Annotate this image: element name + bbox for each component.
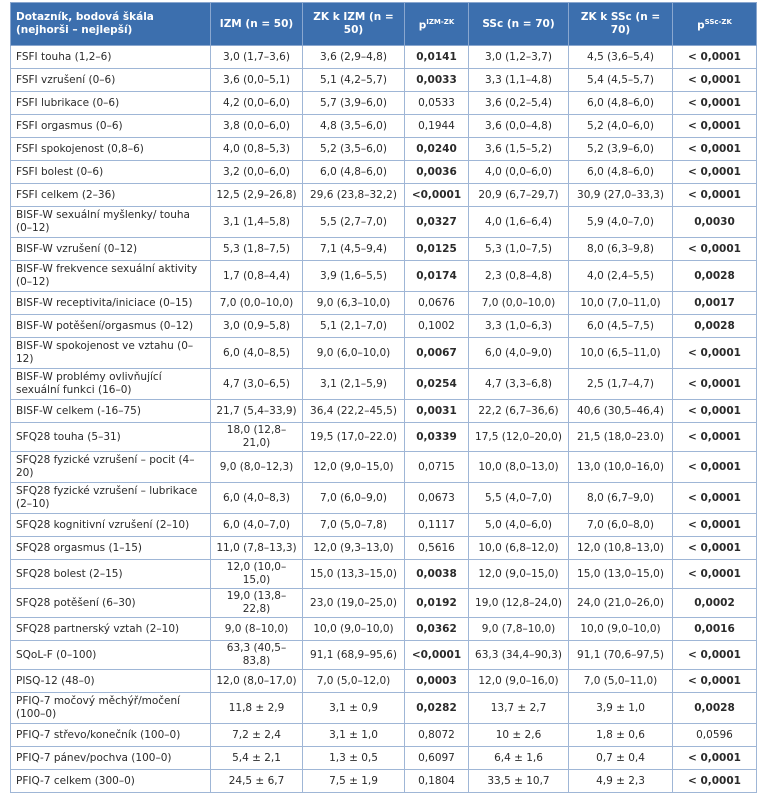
cell-p-ssc: 0,0017: [673, 292, 757, 315]
cell-p-izm: 0,0339: [405, 423, 469, 452]
cell-zk-ssc: 4,9 ± 2,3: [569, 770, 673, 793]
cell-ssc: 7,0 (0,0–10,0): [469, 292, 569, 315]
cell-label: BISF-W spokojenost ve vztahu (0–12): [11, 338, 211, 369]
cell-p-ssc: < 0,0001: [673, 641, 757, 670]
table-row: [11, 483, 757, 514]
table-row: [11, 537, 757, 560]
cell-p-ssc: < 0,0001: [673, 338, 757, 369]
cell-p-ssc: < 0,0001: [673, 238, 757, 261]
cell-p-izm: 0,0031: [405, 400, 469, 423]
cell-zk-izm: 3,1 (2,1–5,9): [303, 369, 405, 400]
cell-ssc: 10 ± 2,6: [469, 724, 569, 747]
cell-p-ssc: < 0,0001: [673, 514, 757, 537]
cell-zk-ssc: 91,1 (70,6–97,5): [569, 641, 673, 670]
table-row: [11, 560, 757, 589]
cell-zk-izm: 5,1 (2,1–7,0): [303, 315, 405, 338]
cell-label: BISF-W problémy ovlivňující sexuální funkci (16–0): [11, 369, 211, 400]
cell-izm: 18,0 (12,8–21,0): [211, 423, 303, 452]
cell-p-ssc: < 0,0001: [673, 483, 757, 514]
cell-zk-izm: 29,6 (23,8–32,2): [303, 184, 405, 207]
cell-p-izm: 0,0715: [405, 452, 469, 483]
cell-zk-ssc: 6,0 (4,8–6,0): [569, 92, 673, 115]
cell-zk-ssc: 30,9 (27,0–33,3): [569, 184, 673, 207]
cell-p-izm: 0,0174: [405, 261, 469, 292]
cell-zk-ssc: 2,5 (1,7–4,7): [569, 369, 673, 400]
cell-p-ssc: < 0,0001: [673, 46, 757, 69]
cell-zk-izm: 3,9 (1,6–5,5): [303, 261, 405, 292]
cell-p-ssc: < 0,0001: [673, 747, 757, 770]
cell-zk-izm: 5,7 (3,9–6,0): [303, 92, 405, 115]
cell-ssc: 3,6 (0,2–5,4): [469, 92, 569, 115]
cell-ssc: 17,5 (12,0–20,0): [469, 423, 569, 452]
cell-label: SFQ28 partnerský vztah (2–10): [11, 618, 211, 641]
cell-ssc: 63,3 (34,4–90,3): [469, 641, 569, 670]
cell-label: SFQ28 kognitivní vzrušení (2–10): [11, 514, 211, 537]
cell-label: BISF-W frekvence sexuální aktivity (0–12): [11, 261, 211, 292]
cell-izm: 11,0 (7,8–13,3): [211, 537, 303, 560]
cell-label: PISQ-12 (48–0): [11, 670, 211, 693]
table-header: [11, 3, 757, 46]
table-row: [11, 514, 757, 537]
cell-ssc: 2,3 (0,8–4,8): [469, 261, 569, 292]
header-questionnaire: Dotazník, bodová škála (nejhorši – nejlepší): [11, 3, 211, 46]
cell-p-izm: 0,1804: [405, 770, 469, 793]
table-row: [11, 207, 757, 238]
cell-zk-ssc: 21,5 (18,0–23.0): [569, 423, 673, 452]
cell-izm: 12,5 (2,9–26,8): [211, 184, 303, 207]
cell-zk-izm: 5,5 (2,7–7,0): [303, 207, 405, 238]
table-row: [11, 184, 757, 207]
cell-ssc: 19,0 (12,8–24,0): [469, 589, 569, 618]
cell-label: FSFI orgasmus (0–6): [11, 115, 211, 138]
cell-label: SFQ28 fyzické vzrušení – lubrikace (2–10): [11, 483, 211, 514]
cell-p-izm: 0,0240: [405, 138, 469, 161]
header-ssc: SSc (n = 70): [469, 3, 569, 46]
cell-izm: 3,1 (1,4–5,8): [211, 207, 303, 238]
cell-p-ssc: < 0,0001: [673, 670, 757, 693]
cell-p-ssc: 0,0028: [673, 315, 757, 338]
cell-label: BISF-W celkem (-16–75): [11, 400, 211, 423]
table-row: [11, 369, 757, 400]
table-row: [11, 670, 757, 693]
cell-ssc: 5,5 (4,0–7,0): [469, 483, 569, 514]
cell-zk-izm: 7,0 (5,0–12,0): [303, 670, 405, 693]
cell-ssc: 6,0 (4,0–9,0): [469, 338, 569, 369]
cell-ssc: 12,0 (9,0–16,0): [469, 670, 569, 693]
cell-izm: 4,7 (3,0–6,5): [211, 369, 303, 400]
cell-label: FSFI spokojenost (0,8–6): [11, 138, 211, 161]
cell-label: FSFI celkem (2–36): [11, 184, 211, 207]
cell-label: FSFI lubrikace (0–6): [11, 92, 211, 115]
table-row: [11, 161, 757, 184]
cell-zk-izm: 10,0 (9,0–10,0): [303, 618, 405, 641]
cell-label: FSFI bolest (0–6): [11, 161, 211, 184]
cell-zk-ssc: 10,0 (7,0–11,0): [569, 292, 673, 315]
cell-izm: 4,0 (0,8–5,3): [211, 138, 303, 161]
table-row: [11, 589, 757, 618]
table-row: [11, 138, 757, 161]
cell-izm: 6,0 (4,0–7,0): [211, 514, 303, 537]
table-row: [11, 423, 757, 452]
cell-p-izm: <0,0001: [405, 184, 469, 207]
table-row: [11, 46, 757, 69]
table-row: [11, 641, 757, 670]
cell-p-izm: 0,0533: [405, 92, 469, 115]
cell-ssc: 10,0 (6,8–12,0): [469, 537, 569, 560]
cell-label: FSFI vzrušení (0–6): [11, 69, 211, 92]
cell-p-izm: 0,0003: [405, 670, 469, 693]
cell-izm: 21,7 (5,4–33,9): [211, 400, 303, 423]
cell-p-ssc: < 0,0001: [673, 184, 757, 207]
cell-label: BISF-W receptivita/iniciace (0–15): [11, 292, 211, 315]
header-p-ssc-main: p: [697, 19, 705, 32]
cell-p-izm: 0,0673: [405, 483, 469, 514]
table-row: [11, 315, 757, 338]
cell-p-izm: 0,0282: [405, 693, 469, 724]
cell-ssc: 20,9 (6,7–29,7): [469, 184, 569, 207]
cell-zk-izm: 5,1 (4,2–5,7): [303, 69, 405, 92]
cell-p-ssc: < 0,0001: [673, 452, 757, 483]
cell-zk-izm: 5,2 (3,5–6,0): [303, 138, 405, 161]
cell-zk-ssc: 12,0 (10,8–13,0): [569, 537, 673, 560]
cell-label: SFQ28 orgasmus (1–15): [11, 537, 211, 560]
cell-zk-ssc: 7,0 (6,0–8,0): [569, 514, 673, 537]
table-row: [11, 92, 757, 115]
table-row: [11, 292, 757, 315]
cell-zk-izm: 7,0 (6,0–9,0): [303, 483, 405, 514]
cell-p-ssc: 0,0028: [673, 261, 757, 292]
cell-p-izm: 0,0036: [405, 161, 469, 184]
cell-ssc: 33,5 ± 10,7: [469, 770, 569, 793]
cell-ssc: 6,4 ± 1,6: [469, 747, 569, 770]
cell-zk-ssc: 10,0 (6,5–11,0): [569, 338, 673, 369]
cell-p-izm: 0,8072: [405, 724, 469, 747]
cell-izm: 4,2 (0,0–6,0): [211, 92, 303, 115]
cell-label: PFIQ-7 celkem (300–0): [11, 770, 211, 793]
cell-p-ssc: 0,0030: [673, 207, 757, 238]
cell-izm: 19,0 (13,8–22,8): [211, 589, 303, 618]
cell-ssc: 3,0 (1,2–3,7): [469, 46, 569, 69]
cell-p-ssc: < 0,0001: [673, 400, 757, 423]
cell-p-izm: 0,0141: [405, 46, 469, 69]
table-row: [11, 261, 757, 292]
cell-label: BISF-W sexuální myšlenky/ touha (0–12): [11, 207, 211, 238]
table-row: [11, 452, 757, 483]
table-row: [11, 115, 757, 138]
cell-ssc: 5,3 (1,0–7,5): [469, 238, 569, 261]
cell-label: SFQ28 fyzické vzrušení – pocit (4–20): [11, 452, 211, 483]
cell-p-izm: 0,1002: [405, 315, 469, 338]
cell-izm: 24,5 ± 6,7: [211, 770, 303, 793]
cell-p-ssc: < 0,0001: [673, 423, 757, 452]
cell-izm: 11,8 ± 2,9: [211, 693, 303, 724]
cell-p-ssc: < 0,0001: [673, 537, 757, 560]
cell-p-ssc: 0,0596: [673, 724, 757, 747]
table-row: [11, 400, 757, 423]
cell-zk-ssc: 8,0 (6,7–9,0): [569, 483, 673, 514]
cell-izm: 12,0 (8,0–17,0): [211, 670, 303, 693]
table-row: [11, 238, 757, 261]
cell-label: FSFI touha (1,2–6): [11, 46, 211, 69]
cell-zk-izm: 7,0 (5,0–7,8): [303, 514, 405, 537]
cell-p-ssc: 0,0016: [673, 618, 757, 641]
cell-ssc: 3,6 (0,0–4,8): [469, 115, 569, 138]
header-zk-ssc: ZK k SSc (n = 70): [569, 3, 673, 46]
table-row: [11, 338, 757, 369]
cell-zk-izm: 91,1 (68,9–95,6): [303, 641, 405, 670]
cell-izm: 12,0 (10,0–15,0): [211, 560, 303, 589]
cell-ssc: 13,7 ± 2,7: [469, 693, 569, 724]
cell-izm: 3,2 (0,0–6,0): [211, 161, 303, 184]
cell-label: SFQ28 bolest (2–15): [11, 560, 211, 589]
cell-zk-izm: 7,5 ± 1,9: [303, 770, 405, 793]
cell-p-ssc: < 0,0001: [673, 770, 757, 793]
cell-zk-ssc: 8,0 (6,3–9,8): [569, 238, 673, 261]
cell-zk-izm: 19,5 (17,0–22.0): [303, 423, 405, 452]
cell-p-izm: 0,0125: [405, 238, 469, 261]
cell-izm: 7,0 (0,0–10,0): [211, 292, 303, 315]
cell-p-izm: 0,0327: [405, 207, 469, 238]
cell-ssc: 3,3 (1,0–6,3): [469, 315, 569, 338]
cell-p-izm: 0,0254: [405, 369, 469, 400]
header-p-ssc-sup: SSc-ZK: [704, 17, 732, 26]
cell-ssc: 3,6 (1,5–5,2): [469, 138, 569, 161]
cell-izm: 6,0 (4,0–8,3): [211, 483, 303, 514]
table-row: [11, 693, 757, 724]
cell-p-izm: 0,6097: [405, 747, 469, 770]
cell-zk-ssc: 5,2 (3,9–6,0): [569, 138, 673, 161]
cell-p-izm: 0,0033: [405, 69, 469, 92]
cell-label: SFQ28 potěšení (6–30): [11, 589, 211, 618]
cell-izm: 7,2 ± 2,4: [211, 724, 303, 747]
cell-p-izm: 0,0038: [405, 560, 469, 589]
cell-zk-izm: 4,8 (3,5–6,0): [303, 115, 405, 138]
cell-zk-izm: 1,3 ± 0,5: [303, 747, 405, 770]
cell-zk-izm: 7,1 (4,5–9,4): [303, 238, 405, 261]
cell-ssc: 4,0 (0,0–6,0): [469, 161, 569, 184]
cell-izm: 3,6 (0,0–5,1): [211, 69, 303, 92]
header-p-izm: [405, 3, 469, 46]
cell-zk-izm: 9,0 (6,0–10,0): [303, 338, 405, 369]
cell-p-izm: 0,0362: [405, 618, 469, 641]
cell-zk-izm: 23,0 (19,0–25,0): [303, 589, 405, 618]
cell-zk-izm: 9,0 (6,3–10,0): [303, 292, 405, 315]
cell-zk-ssc: 0,7 ± 0,4: [569, 747, 673, 770]
cell-ssc: 3,3 (1,1–4,8): [469, 69, 569, 92]
cell-zk-izm: 12,0 (9,0–15,0): [303, 452, 405, 483]
cell-zk-ssc: 5,4 (4,5–5,7): [569, 69, 673, 92]
cell-izm: 3,0 (1,7–3,6): [211, 46, 303, 69]
cell-zk-izm: 12,0 (9,3–13,0): [303, 537, 405, 560]
cell-p-izm: 0,0192: [405, 589, 469, 618]
cell-izm: 5,3 (1,8–7,5): [211, 238, 303, 261]
cell-p-izm: <0,0001: [405, 641, 469, 670]
table-row: [11, 618, 757, 641]
cell-p-ssc: 0,0028: [673, 693, 757, 724]
table-row: [11, 724, 757, 747]
cell-zk-ssc: 6,0 (4,5–7,5): [569, 315, 673, 338]
cell-zk-ssc: 10,0 (9,0–10,0): [569, 618, 673, 641]
cell-p-ssc: < 0,0001: [673, 92, 757, 115]
cell-ssc: 10,0 (8,0–13,0): [469, 452, 569, 483]
cell-ssc: 4,0 (1,6–6,4): [469, 207, 569, 238]
cell-label: BISF-W potěšení/orgasmus (0–12): [11, 315, 211, 338]
cell-p-ssc: < 0,0001: [673, 560, 757, 589]
cell-zk-ssc: 1,8 ± 0,6: [569, 724, 673, 747]
header-p-ssc: [673, 3, 757, 46]
table-body: [11, 46, 757, 793]
cell-label: SQoL-F (0–100): [11, 641, 211, 670]
cell-ssc: 9,0 (7,8–10,0): [469, 618, 569, 641]
cell-zk-izm: 3,6 (2,9–4,8): [303, 46, 405, 69]
cell-zk-izm: 3,1 ± 0,9: [303, 693, 405, 724]
cell-zk-ssc: 3,9 ± 1,0: [569, 693, 673, 724]
cell-zk-ssc: 5,9 (4,0–7,0): [569, 207, 673, 238]
table-row: [11, 747, 757, 770]
cell-zk-izm: 36,4 (22,2–45,5): [303, 400, 405, 423]
cell-izm: 9,0 (8,0–12,3): [211, 452, 303, 483]
cell-p-izm: 0,1117: [405, 514, 469, 537]
cell-ssc: 5,0 (4,0–6,0): [469, 514, 569, 537]
header-izm: IZM (n = 50): [211, 3, 303, 46]
cell-zk-izm: 6,0 (4,8–6,0): [303, 161, 405, 184]
cell-ssc: 12,0 (9,0–15,0): [469, 560, 569, 589]
cell-zk-izm: 3,1 ± 1,0: [303, 724, 405, 747]
cell-p-ssc: < 0,0001: [673, 369, 757, 400]
cell-label: PFIQ-7 střevo/konečník (100–0): [11, 724, 211, 747]
header-zk-izm: ZK k IZM (n = 50): [303, 3, 405, 46]
cell-p-ssc: < 0,0001: [673, 69, 757, 92]
cell-zk-izm: 15,0 (13,3–15,0): [303, 560, 405, 589]
cell-izm: 9,0 (8–10,0): [211, 618, 303, 641]
cell-p-ssc: < 0,0001: [673, 115, 757, 138]
cell-p-izm: 0,1944: [405, 115, 469, 138]
table-row: [11, 69, 757, 92]
table-row: [11, 770, 757, 793]
cell-label: PFIQ-7 močový měchýř/močení (100–0): [11, 693, 211, 724]
cell-p-izm: 0,5616: [405, 537, 469, 560]
cell-zk-ssc: 40,6 (30,5–46,4): [569, 400, 673, 423]
cell-zk-ssc: 4,0 (2,4–5,5): [569, 261, 673, 292]
cell-izm: 3,8 (0,0–6,0): [211, 115, 303, 138]
cell-label: SFQ28 touha (5–31): [11, 423, 211, 452]
cell-zk-ssc: 6,0 (4,8–6,0): [569, 161, 673, 184]
cell-label: BISF-W vzrušení (0–12): [11, 238, 211, 261]
cell-izm: 63,3 (40,5–83,8): [211, 641, 303, 670]
cell-ssc: 22,2 (6,7–36,6): [469, 400, 569, 423]
cell-label: PFIQ-7 pánev/pochva (100–0): [11, 747, 211, 770]
cell-zk-ssc: 5,2 (4,0–6,0): [569, 115, 673, 138]
cell-izm: 1,7 (0,8–4,4): [211, 261, 303, 292]
cell-zk-ssc: 24,0 (21,0–26,0): [569, 589, 673, 618]
cell-p-ssc: < 0,0001: [673, 138, 757, 161]
cell-p-izm: 0,0067: [405, 338, 469, 369]
cell-zk-ssc: 7,0 (5,0–11,0): [569, 670, 673, 693]
cell-p-ssc: 0,0002: [673, 589, 757, 618]
cell-zk-ssc: 15,0 (13,0–15,0): [569, 560, 673, 589]
cell-p-izm: 0,0676: [405, 292, 469, 315]
cell-zk-ssc: 13,0 (10,0–16,0): [569, 452, 673, 483]
cell-izm: 6,0 (4,0–8,5): [211, 338, 303, 369]
cell-ssc: 4,7 (3,3–6,8): [469, 369, 569, 400]
header-p-izm-sup: IZM-ZK: [426, 17, 455, 26]
cell-izm: 5,4 ± 2,1: [211, 747, 303, 770]
cell-izm: 3,0 (0,9–5,8): [211, 315, 303, 338]
header-p-izm-main: p: [418, 19, 427, 32]
cell-p-ssc: < 0,0001: [673, 161, 757, 184]
results-table: [10, 2, 757, 793]
cell-zk-ssc: 4,5 (3,6–5,4): [569, 46, 673, 69]
